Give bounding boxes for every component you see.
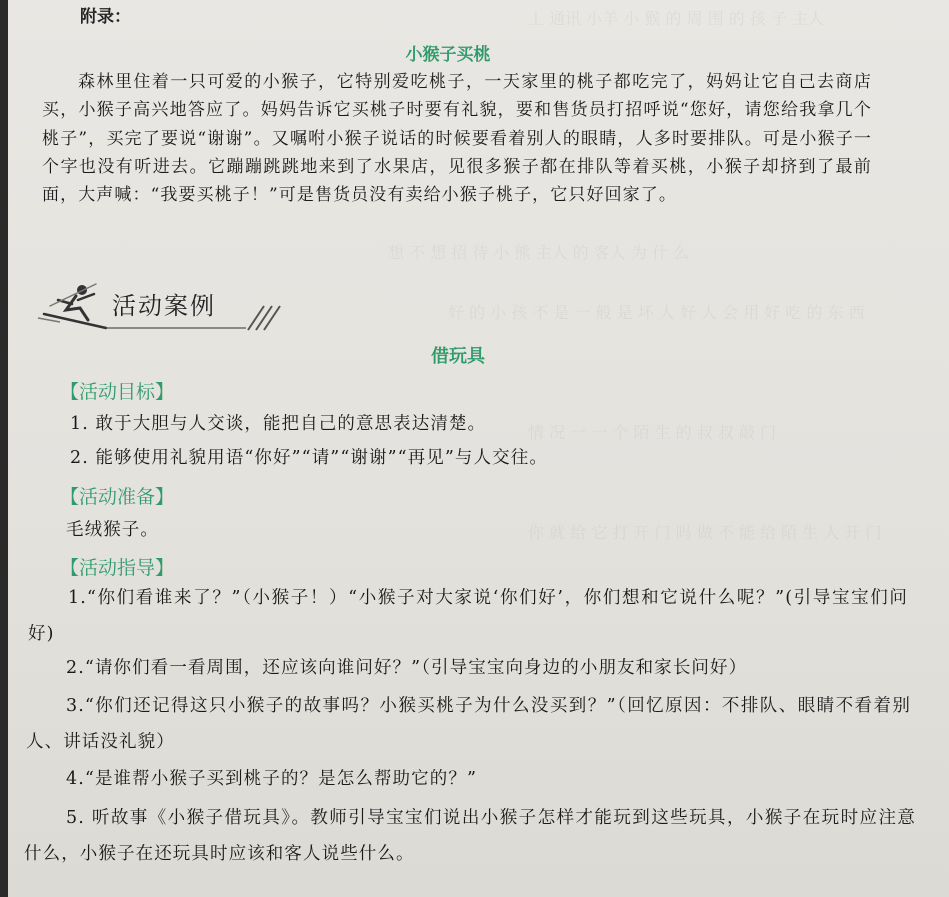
case-title: 借玩具 xyxy=(431,346,485,367)
appendix-label: 附录： xyxy=(80,7,131,27)
prep-heading: 【活动准备】 xyxy=(60,486,175,508)
banner-title: 活动案例 xyxy=(112,292,216,320)
guide-item: 4.“是谁帮小猴子买到桃子的？是怎么帮助它的？” xyxy=(66,769,477,789)
guide-item: 3.“你们还记得这只小猴子的故事吗？小猴买桃子为什么没买到？”（回忆原因：不排队、眼睛不看着别人、讲话没礼貌） xyxy=(26,696,911,752)
story-title: 小猴子买桃 xyxy=(405,45,491,65)
goal-item: 2. 能够使用礼貌用语“你好”“请”“谢谢”“再见”与人交往。 xyxy=(70,448,548,468)
skier-icon xyxy=(38,284,106,328)
guide-item: 2.“请你们看一看周围，还应该向谁问好？”（引导宝宝向身边的小朋友和家长问好） xyxy=(66,658,748,678)
guide-item: 5. 听故事《小猴子借玩具》。教师引导宝宝们说出小猴子怎样才能玩到这些玩具，小猴子在玩时应注意什么，小猴子在还玩具时应该和客人说些什么。 xyxy=(24,808,916,864)
story-body: 森林里住着一只可爱的小猴子，它特别爱吃桃子，一天家里的桃子都吃完了，妈妈让它自己去商店买，小猴子高兴地答应了。妈妈告诉它买桃子时要有礼貌，要和售货员打招呼说“您好，请您给我拿几个桃子”，买完了要说“谢谢”。又嘱咐小猴子说话的时候要看着别人的眼睛，人多时要排队。可是小猴子一个字也没有听进去。它蹦蹦跳跳地来到了水果店，见很多猴子都在排队等着买桃，小猴子却挤到了最前面，大声喊：“我要买桃子！”可是售货员没有卖给小猴子桃子，它只好回家了。 xyxy=(42,72,872,206)
goal-item: 1. 敢于大胆与人交谈，能把自己的意思表达清楚。 xyxy=(70,414,487,434)
goals-heading: 【活动目标】 xyxy=(60,381,175,403)
guide-item: 1.“你们看谁来了？”（小猴子！）“小猴子对大家说‘你们好’，你们想和它说什么呢？”(引导宝宝们问好) xyxy=(28,588,908,644)
prep-text: 毛绒猴子。 xyxy=(66,520,159,540)
guide-heading: 【活动指导】 xyxy=(60,557,175,579)
book-page: 丄 通讯 小羊 小 猴 的 周 围 的 孩 子 主人 想 不 想 招 待 小 熊 主人 的 客人 为 什 么 好 的 小 孩 不 是 一 般 是 坏 人 好 人 会 用 好 吃 的 东 西 情 况 一 一 个 陌 生 的 叔 叔 敲 门 你 就 给 它 打 开 门 吗 做 不 能 给 陌 生 人 开 门 附录： 小猴子买桃 森林里住着一只可爱的小猴子，它特别爱吃桃子，一天家里的桃子都吃完了，妈妈让它自己去商店买，小猴子高兴地答应了。妈妈告诉它买桃子时要有礼貌，要和售货员打招呼说“您好，请您给我拿几个桃子”，买完了要说“谢谢”。又嘱咐小猴子说话的时候要看着别人的眼睛，人多时要排队。可是小猴子一个字也没有听进去。它蹦蹦跳跳地来到了水果店，见很多猴子都在排队等着买桃，小猴子却挤到了最前面，大声喊：“我要买桃子！”可是售货员没有卖给小猴子桃子，它只好回家了。 活动案例 借玩具 【活动目标】 1. 敢于大胆与人交谈，能把自己的意思表达清楚。 2. 能够使用礼貌用语“你好”“请”“谢谢”“再见”与人交往。 【活动准备】 毛绒猴子。 【活动指导】 1.“你们看谁来了？”（小猴子！）“小猴子对大家说‘你们好’，你们想和它说什么呢？”(引导宝宝们问好) 2.“请你们看一看周围，还应该向谁问好？”（引导宝宝向身边的小朋友和家长问好） 3.“你们还记得这只小猴子的故事吗？小猴买桃子为什么没买到？”（回忆原因：不排队、眼睛不看着别人、讲话没礼貌） 4.“是谁帮小猴子买到桃子的？是怎么帮助它的？” 5. 听故事《小猴子借玩具》。教师引导宝宝们说出小猴子怎样才能玩到这些玩具，小猴子在玩时应注意什么，小猴子在还玩具时应该和客人说些什么。 xyxy=(8,0,949,897)
